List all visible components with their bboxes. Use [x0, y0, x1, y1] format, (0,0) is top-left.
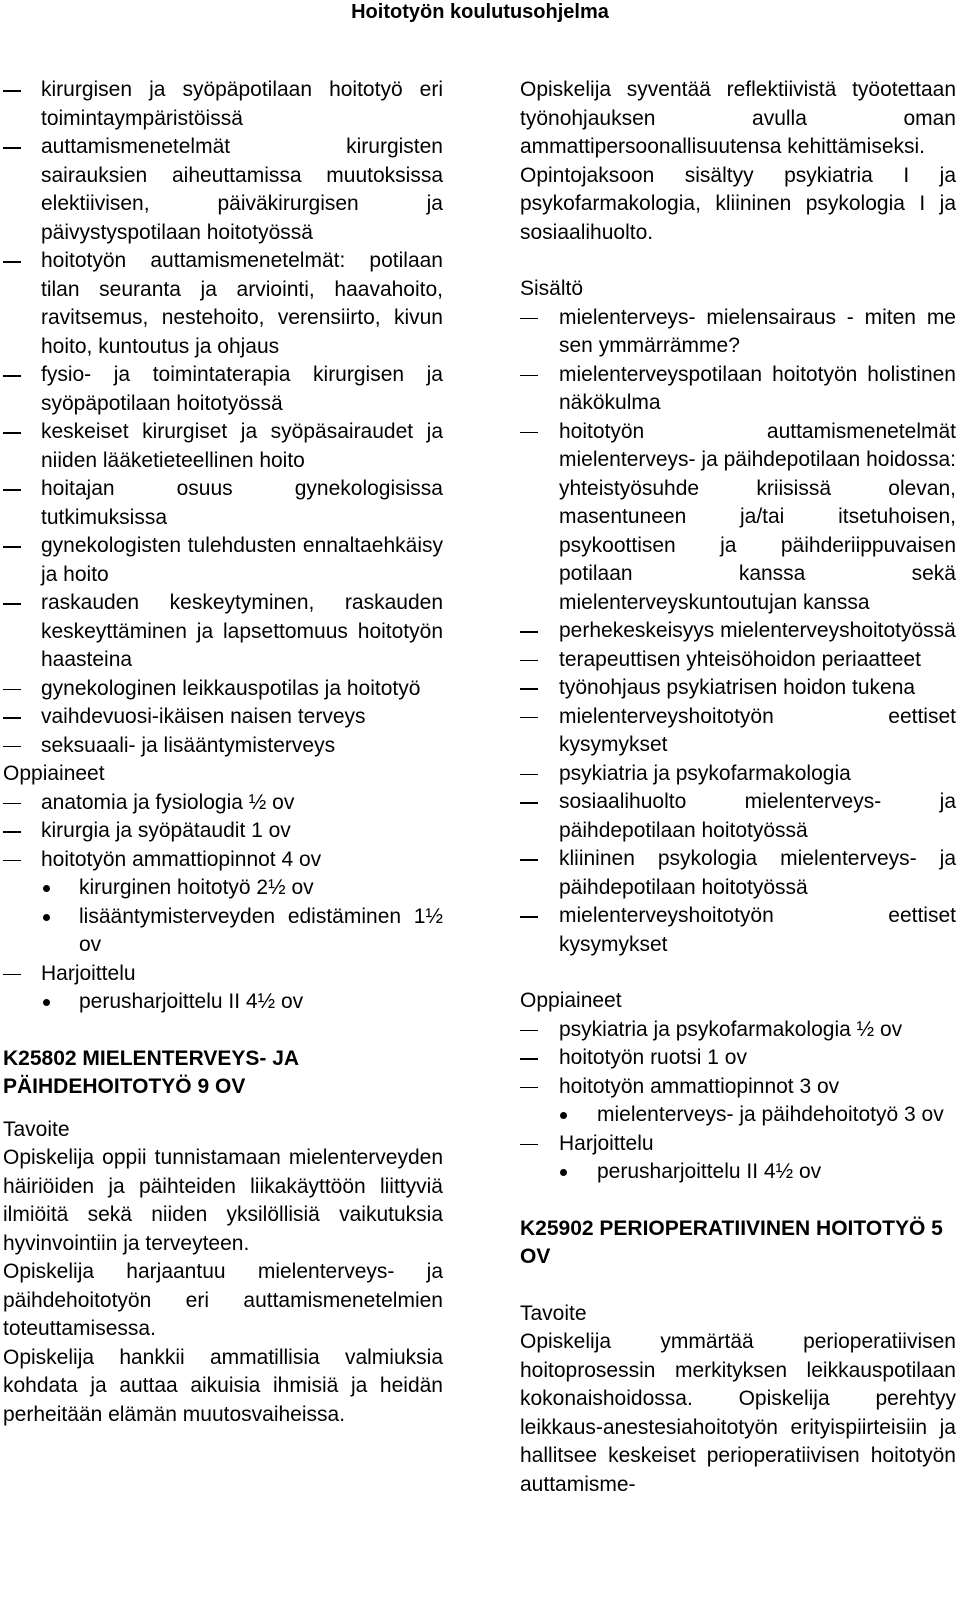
- list-item: mielenterveyshoitotyön eettiset kysymykset: [520, 902, 956, 959]
- list-item: psykiatria ja psykofarmakologia: [520, 760, 956, 789]
- sub-list-item: kirurginen hoitotyö 2½ ov: [3, 874, 443, 903]
- list-item: hoitajan osuus gynekologisissa tutkimuksissa: [3, 475, 443, 532]
- left-column: [3, 76, 443, 1429]
- sub-list-item: mielenterveys- ja päihdehoitotyö 3 ov: [520, 1101, 956, 1130]
- list-item: gynekologinen leikkauspotilas ja hoitotyö: [3, 675, 443, 704]
- oppiaineet-list: [520, 1016, 956, 1187]
- list-item: seksuaali- ja lisääntymisterveys: [3, 732, 443, 761]
- list-item: mielenterveyspotilaan hoitotyön holistinen näkökulma: [520, 361, 956, 418]
- section-heading-tavoite: Tavoite: [520, 1301, 587, 1325]
- list-item: psykiatria ja psykofarmakologia ½ ov: [520, 1016, 956, 1045]
- content-list: [3, 76, 443, 760]
- section-heading-oppiaineet: Oppiaineet: [3, 762, 105, 785]
- list-item: kirurgisen ja syöpäpotilaan hoitotyö eri toimintaympäristöissä: [3, 76, 443, 133]
- list-item: Harjoittelu: [3, 960, 443, 989]
- list-item: anatomia ja fysiologia ½ ov: [3, 789, 443, 818]
- list-item: vaihdevuosi-ikäisen naisen terveys: [3, 703, 443, 732]
- list-item: gynekologisten tulehdusten ennaltaehkäisy ja hoito: [3, 532, 443, 589]
- course-title: K25902 PERIOPERATIIVINEN HOITOTYÖ 5 OV: [520, 1216, 943, 1268]
- course-title: K25802 MIELENTERVEYS- JA PÄIHDEHOITOTYÖ 9 OV: [3, 1046, 299, 1098]
- list-item: kirurgia ja syöpätaudit 1 ov: [3, 817, 443, 846]
- sisalto-list: [520, 304, 956, 960]
- sub-list-item: perusharjoittelu II 4½ ov: [520, 1158, 956, 1187]
- paragraph: Opiskelija ymmärtää perioperatiivisen hoitoprosessin merkityksen leikkauspotilaan kokonaishoidossa. Opiskelija perehtyy leikkaus-anestesiahoitotyön erityispiirteisiin ja hallitsee keskeiset perioperatiivisen hoitotyön auttamisme-: [520, 1330, 956, 1496]
- section-heading-oppiaineet: Oppiaineet: [520, 989, 622, 1012]
- list-item: hoitotyön auttamismenetelmät: potilaan tilan seuranta ja arviointi, haavahoito, ravitsemus, nestehoito, verensiirto, kivun hoito, kuntoutus ja ohjaus: [3, 247, 443, 361]
- section-heading-tavoite: Tavoite: [3, 1117, 70, 1141]
- list-item: perhekeskeisyys mielenterveyshoitotyössä: [520, 617, 956, 646]
- oppiaineet-list: [3, 789, 443, 1017]
- list-item: mielenterveys- mielensairaus - miten me sen ymmärrämme?: [520, 304, 956, 361]
- list-item: työnohjaus psykiatrisen hoidon tukena: [520, 674, 956, 703]
- sub-list-item: lisääntymisterveyden edistäminen 1½ ov: [3, 903, 443, 960]
- section-heading-sisalto: Sisältö: [520, 277, 584, 300]
- paragraph: Opiskelija hankkii ammatillisia valmiuksia kohdata ja auttaa aikuisia ihmisiä ja heidän perheitään elämän muutosvaiheissa.: [3, 1345, 443, 1426]
- list-item: raskauden keskeytyminen, raskauden keskeyttäminen ja lapsettomuus hoitotyön haasteina: [3, 589, 443, 675]
- page-header: Hoitotyön koulutusohjelma: [351, 1, 609, 23]
- paragraph: Opintojaksoon sisältyy psykiatria I ja psykofarmakologia, kliininen psykologia I ja sosiaalihuolto.: [520, 163, 956, 244]
- list-item: kliininen psykologia mielenterveys- ja päihdepotilaan hoitotyössä: [520, 845, 956, 902]
- list-item: hoitotyön ammattiopinnot 3 ov: [520, 1073, 956, 1102]
- list-item: auttamismenetelmät kirurgisten sairauksien aiheuttamissa muutoksissa elektiivisen, päiväkirurgisen ja päivystyspotilaan hoitotyössä: [3, 133, 443, 247]
- list-item: hoitotyön ammattiopinnot 4 ov: [3, 846, 443, 875]
- sub-list-item: perusharjoittelu II 4½ ov: [3, 988, 443, 1017]
- list-item: sosiaalihuolto mielenterveys- ja päihdepotilaan hoitotyössä: [520, 788, 956, 845]
- list-item: keskeiset kirurgiset ja syöpäsairaudet ja niiden lääketieteellinen hoito: [3, 418, 443, 475]
- right-column: [520, 76, 956, 1499]
- list-item: hoitotyön auttamismenetelmät mielenterveys- ja päihdepotilaan hoidossa: yhteistyösuhde kriisissä olevan, masentuneen ja/tai itsetuhoisen, psykoottisen ja päihderiippuvaisen potilaan kanssa sekä mielenterveyskuntoutujan kanssa: [520, 418, 956, 618]
- list-item: fysio- ja toimintaterapia kirurgisen ja syöpäpotilaan hoitotyössä: [3, 361, 443, 418]
- list-item: terapeuttisen yhteisöhoidon periaatteet: [520, 646, 956, 675]
- list-item: Harjoittelu: [520, 1130, 956, 1159]
- paragraph: Opiskelija oppii tunnistamaan mielenterveyden häiriöiden ja päihteiden liikakäyttöön liittyviä ilmiöitä sekä niiden yksilöllisiä vaikutuksia hyvinvointiin ja terveyteen.: [3, 1146, 443, 1255]
- list-item: mielenterveyshoitotyön eettiset kysymykset: [520, 703, 956, 760]
- paragraph: Opiskelija syventää reflektiivistä työotettaan työnohjauksen avulla oman ammattipersoonallisuutensa kehittämiseksi.: [520, 78, 956, 158]
- paragraph: Opiskelija harjaantuu mielenterveys- ja päihdehoitotyön eri auttamismenetelmien toteuttamisessa.: [3, 1260, 443, 1340]
- list-item: hoitotyön ruotsi 1 ov: [520, 1044, 956, 1073]
